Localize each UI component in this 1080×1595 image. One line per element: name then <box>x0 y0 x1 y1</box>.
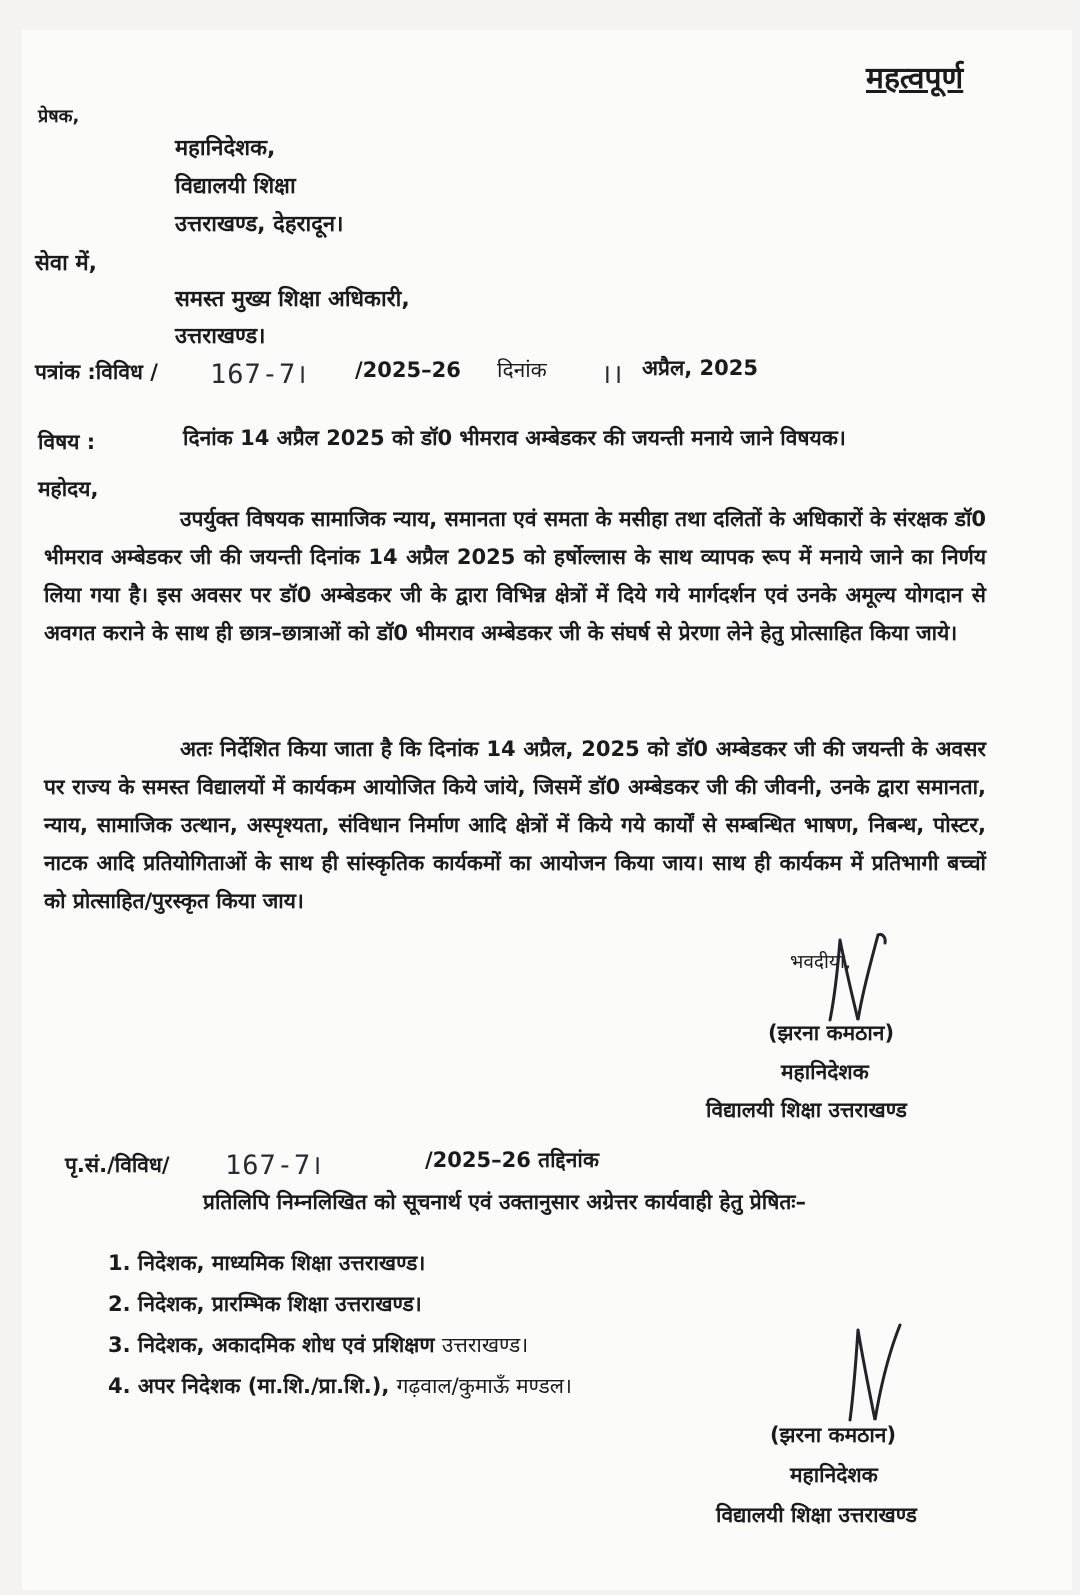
signature-1-office: विद्यालयी शिक्षा उत्तराखण्ड <box>706 1098 907 1122</box>
sender-line-2: विद्यालयी शिक्षा <box>175 174 296 199</box>
signature-2-office: विद्यालयी शिक्षा उत्तराखण्ड <box>716 1503 917 1527</box>
signature-2-image <box>830 1320 920 1430</box>
endorsement-intro: प्रतिलिपि निम्नलिखित को सूचनार्थ एवं उक्तानुसार अग्रेत्तर कार्यवाही हेतु प्रेषितः– <box>203 1190 807 1214</box>
recipient-line-2: उत्तराखण्ड। <box>175 324 266 349</box>
body-paragraph-1 <box>44 500 986 652</box>
importance-label: महत्वपूर्ण <box>866 61 964 96</box>
body-paragraph-2 <box>44 730 986 920</box>
sender-label: प्रेषक, <box>38 106 80 127</box>
reference-date-label: दिनांक <box>497 358 547 382</box>
list-item: 1. निदेशक, माध्यमिक शिक्षा उत्तराखण्ड। <box>108 1251 426 1275</box>
sender-line-3: उत्तराखण्ड, देहरादून। <box>175 212 344 237</box>
reference-year: /2025–26 <box>355 358 461 382</box>
sender-line-1: महानिदेशक, <box>175 136 276 161</box>
reference-date-handwritten: ।। <box>601 359 624 390</box>
closing-text: भवदीया, <box>790 951 851 973</box>
list-item: 4. अपर निदेशक (मा.शि./प्रा.शि.), गढ़वाल/कुमाऊँ मण्डल। <box>108 1374 572 1398</box>
signature-1-name: (झरना कमठान) <box>768 1021 895 1045</box>
reference-label: पत्रांक :विविध / <box>35 360 158 384</box>
salutation: महोदय, <box>38 477 99 501</box>
body-paragraph-1-text: उपर्युक्त विषयक सामाजिक न्याय, समानता एवं समता के मसीहा तथा दलितों के अधिकारों के संरक्षक डॉ0 भीमराव अम्बेडकर जी की जयन्ती दिनांक 14 अप्रैल 2025 को हर्षोल्लास के साथ व्यापक रूप में मनाये जाने का निर्णय लिया गया है। इस अवसर पर डॉ0 अम्बेडकर जी के द्वारा विभिन्न क्षेत्रों में दिये गये मार्गदर्शन एवं उनके अमूल्य योगदान से अवगत कराने के साथ ही छात्र–छात्राओं को डॉ0 भीमराव अम्बेडकर जी के संघर्ष से प्रेरणा लेने हेतु प्रोत्साहित किया जाये। <box>44 507 986 645</box>
signature-1-designation: महानिदेशक <box>781 1060 869 1084</box>
signature-2-name: (झरना कमठान) <box>770 1423 897 1447</box>
recipient-label: सेवा में, <box>35 251 97 276</box>
endorsement-year: /2025–26 तद्दिनांक <box>425 1148 599 1172</box>
reference-number-handwritten: 167-7। <box>210 359 308 390</box>
endorsement-ref-label: पृ.सं./विविध/ <box>65 1153 170 1177</box>
endorsement-number-handwritten: 167-7। <box>225 1150 323 1181</box>
subject-text: दिनांक 14 अप्रैल 2025 को डॉ0 भीमराव अम्बेडकर की जयन्ती मनाये जाने विषयक। <box>183 426 846 450</box>
list-item: 3. निदेशक, अकादमिक शोध एवं प्रशिक्षण उत्तराखण्ड। <box>108 1333 529 1357</box>
recipient-line-1: समस्त मुख्य शिक्षा अधिकारी, <box>175 287 410 312</box>
reference-date: अप्रैल, 2025 <box>642 356 758 380</box>
body-paragraph-2-text: अतः निर्देशित किया जाता है कि दिनांक 14 अप्रैल, 2025 को डॉ0 अम्बेडकर जी की जयन्ती के अवसर पर राज्य के समस्त विद्यालयों में कार्यकम आयोजित किये जांये, जिसमें डॉ0 अम्बेडकर जी की जीवनी, उनके द्वारा समानता, न्याय, सामाजिक उत्थान, अस्पृश्यता, संविधान निर्माण आदि क्षेत्रों में किये गये कार्यों से सम्बन्धित भाषण, निबन्ध, पोस्टर, नाटक आदि प्रतियोगिताओं के साथ ही सांस्कृतिक कार्यकमों का आयोजन किया जाय। साथ ही कार्यकम में प्रतिभागी बच्चों को प्रोत्साहित/पुरस्कृत किया जाय। <box>44 737 986 913</box>
list-item: 2. निदेशक, प्रारम्भिक शिक्षा उत्तराखण्ड। <box>108 1292 422 1316</box>
subject-label: विषय : <box>38 430 96 454</box>
signature-2-designation: महानिदेशक <box>790 1463 878 1487</box>
copy-to-list <box>108 1243 572 1407</box>
